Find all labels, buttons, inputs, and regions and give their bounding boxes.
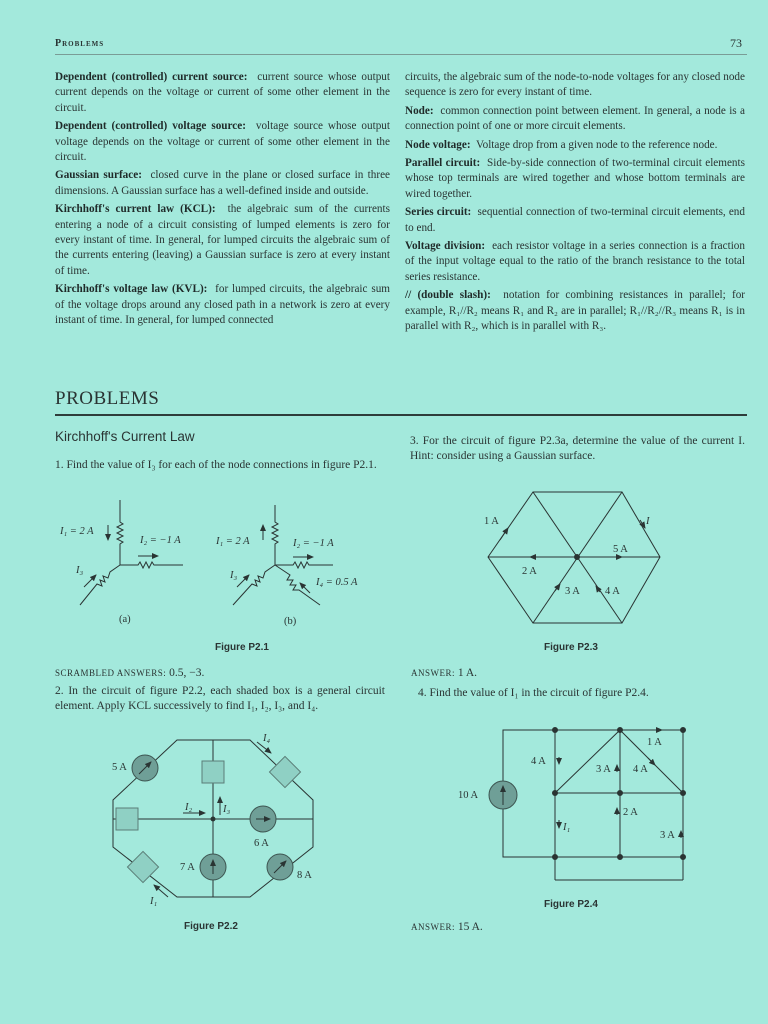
element-box — [127, 851, 158, 882]
glossary-definition: current source whose output current depends on the voltage or current of some other element in the circuit. — [55, 71, 391, 114]
running-head: Problems — [55, 38, 105, 49]
figure-p2-1a — [80, 500, 183, 605]
label-i3: I₃ — [223, 804, 231, 815]
glossary-definition: the algebraic sum of the currents entering a node of a circuit consisting of lumped elements is zero for every instant of time. In general, for lumped circuits the algebraic sum of the currents entering (leaving) a Gaussian surface is zero at every instant of time. — [55, 203, 390, 277]
glossary-term: Dependent (controlled) current source: — [55, 71, 248, 83]
element-box — [269, 756, 300, 787]
page-number: 73 — [730, 36, 742, 50]
label-3a-right: 3 A — [660, 830, 675, 841]
figure-p2-1-caption: Figure P2.1 — [215, 642, 269, 653]
problem-4-answer — [411, 921, 483, 933]
answer-label: ANSWER: — [411, 668, 455, 678]
label-i: I — [646, 516, 650, 527]
label-b-i2: I₂ = −1 A — [293, 538, 334, 549]
glossary-definition: notation for combining resistances in parallel; for example, R₁//R₂ means R₁ and R₂ are in parallel; R₁//R₂//R₃ means R₁ is in parallel with R₂, which is in parallel with R₃. — [405, 289, 746, 333]
glossary-definition: common connection point between element. In general, a node is a connection point of one or more circuit elements. — [405, 104, 746, 133]
glossary-term: Parallel circuit: — [405, 157, 481, 170]
glossary-term: Node voltage: — [405, 138, 471, 151]
label-4a: 4 A — [605, 586, 620, 597]
label-1a: 1 A — [484, 516, 499, 527]
glossary-definition: voltage source whose output voltage depends on the voltage or current of some other element in the circuit. — [55, 120, 391, 164]
problem-1-text: 1. Find the value of I₃ for each of the node connections in figure P2.1. — [55, 459, 377, 471]
figure-p2-3 — [488, 492, 660, 623]
glossary-definition: Side-by-side connection of two-terminal circuit elements whose top terminals are wired together and whose bottom terminals are wired together. — [405, 157, 745, 200]
label-2a: 2 A — [522, 566, 537, 577]
problem-2-text: 2. In the circuit of figure P2.2, each shaded box is a general circuit element. Apply KCL successively to find I₁, I₂, I₃, and I₄. — [55, 685, 385, 712]
answer-label: ANSWER: — [411, 922, 455, 932]
element-box — [116, 808, 138, 830]
glossary-term: // (double slash): — [405, 289, 491, 302]
label-i4: I₄ — [263, 733, 271, 744]
label-4a-diag: 4 A — [633, 764, 648, 775]
glossary-definition: sequential connection of two-terminal circuit elements, end to end. — [405, 206, 745, 234]
figure-p2-2 — [113, 740, 313, 897]
section-title: Kirchhoff's Current Law — [55, 429, 195, 444]
glossary-definition: closed curve in the plane or closed surface in three dimensions. A Gaussian surface has a well-defined inside and outside. — [55, 169, 390, 197]
glossary-term: Kirchhoff's voltage law (KVL): — [55, 283, 208, 296]
problem-3-answer — [411, 667, 477, 679]
label-a-i1: I₁ = 2 A — [60, 526, 94, 537]
figure-p2-3-caption: Figure P2.3 — [544, 642, 598, 653]
label-7a: 7 A — [180, 862, 195, 873]
label-3a: 3 A — [565, 586, 580, 597]
glossary-definition: circuits, the algebraic sum of the node-to-node voltages for any closed node sequence is zero for every instant of time. — [405, 71, 745, 99]
label-5a: 5 A — [613, 544, 628, 555]
answer-label: SCRAMBLED ANSWERS: — [55, 668, 167, 678]
label-4a-left: 4 A — [531, 756, 546, 767]
label-a-i2: I₂ = −1 A — [140, 535, 181, 546]
label-b: (b) — [284, 616, 297, 627]
label-i1: I₁ — [150, 896, 158, 907]
label-10a: 10 A — [458, 790, 479, 801]
element-box — [202, 761, 224, 783]
label-i2: I₂ — [185, 802, 193, 813]
figure-p2-4 — [489, 728, 686, 881]
figure-p2-1b — [233, 505, 333, 605]
label-i1: I₁ — [563, 822, 571, 833]
glossary-term: Gaussian surface: — [55, 169, 142, 182]
label-a-i3: I₃ — [76, 565, 84, 576]
label-b-i1: I₁ = 2 A — [216, 536, 250, 547]
figure-p2-4-caption: Figure P2.4 — [544, 899, 598, 910]
label-3a: 3 A — [596, 764, 611, 775]
glossary-term: Dependent (controlled) voltage source: — [55, 120, 246, 133]
label-1a: 1 A — [647, 737, 662, 748]
problem-4-text: 4. Find the value of I₁ in the circuit of figure P2.4. — [418, 687, 649, 699]
problems-heading: PROBLEMS — [55, 388, 160, 409]
label-b-i3: I₃ — [230, 570, 238, 581]
glossary-definition: for lumped circuits, the algebraic sum of the voltage drops around any closed path in a network is zero at every instant of time. In general, for lumped connected — [55, 283, 391, 327]
glossary-term: Node: — [405, 104, 434, 117]
answer-value: 15 A. — [457, 921, 483, 933]
label-b-i4: I₄ = 0.5 A — [316, 577, 358, 588]
label-a: (a) — [119, 614, 131, 625]
problem-3-text: 3. For the circuit of figure P2.3a, determine the value of the current I. Hint: consider using a Gaussian surface. — [410, 435, 745, 462]
glossary-definition: Voltage drop from a given node to the reference node. — [475, 138, 718, 151]
glossary-term: Voltage division: — [405, 240, 486, 253]
glossary-term: Series circuit: — [405, 206, 472, 219]
label-2a: 2 A — [623, 807, 638, 818]
problem-1-answer — [55, 667, 204, 679]
label-8a: 8 A — [297, 870, 312, 881]
label-6a: 6 A — [254, 838, 269, 849]
answer-value: 1 A. — [457, 667, 478, 679]
glossary-term: Kirchhoff's current law (KCL): — [55, 203, 216, 216]
glossary-definition: each resistor voltage in a series connection is a fraction of the input voltage equal to the ratio of the branch resistance to the total series resistance. — [405, 240, 745, 283]
answer-value: 0.5, −3. — [169, 667, 205, 679]
label-5a: 5 A — [112, 762, 127, 773]
figure-p2-2-caption: Figure P2.2 — [184, 921, 238, 932]
